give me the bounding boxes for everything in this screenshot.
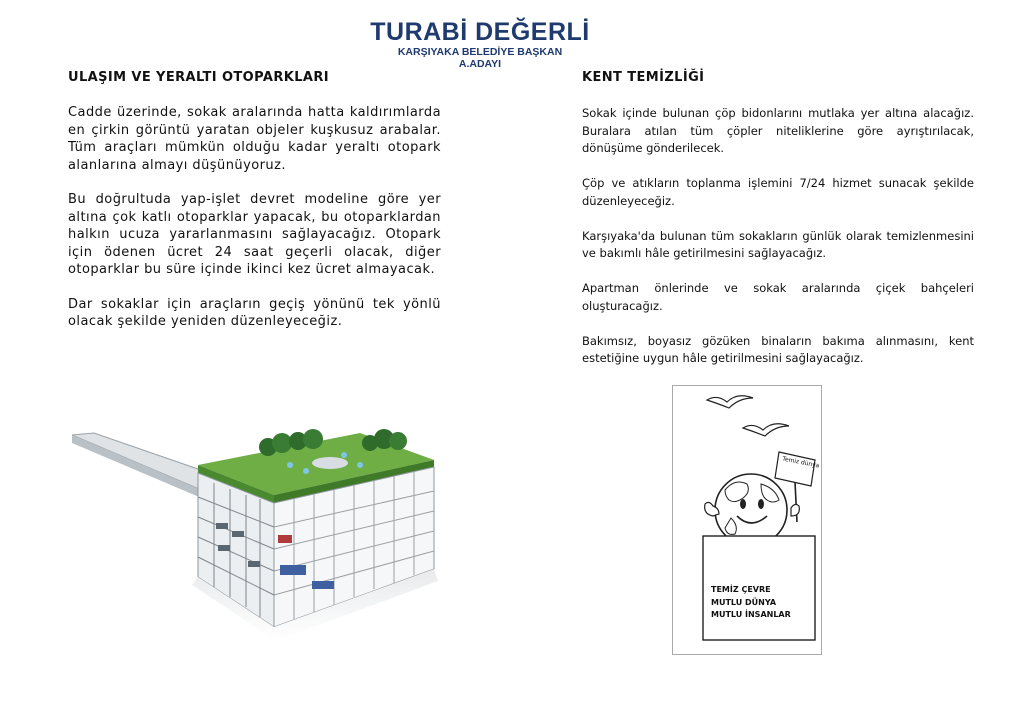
slogan-line: MUTLU İNSANLAR xyxy=(711,610,791,619)
right-paragraph: Bakımsız, boyasız gözüken binaların bakıma alınmasını, kent estetiğine uygun hâle getirilmesini sağlayacağız. xyxy=(582,333,974,365)
right-paragraph: Apartman önlerinde ve sokak aralarında çiçek bahçeleri oluşturacağız. xyxy=(582,281,974,313)
right-section-body xyxy=(582,105,974,385)
candidate-title: KARŞIYAKA BELEDİYE BAŞKAN xyxy=(397,46,563,58)
bird-icon xyxy=(707,396,753,408)
slogan-text xyxy=(711,584,791,622)
left-paragraph: Bu doğrultuda yap-işlet devret modeline göre yer altına çok katlı otoparklar yapacak, bu otoparklardan halkın ucuza yararlanmasını sağlayacağız. Otopark için ödenen ücret 24 saat geçerli olacak, diğer otoparklar bu süre içinde ikinci kez ücret almayacak. xyxy=(68,192,441,277)
slogan-line: TEMİZ ÇEVRE xyxy=(711,585,771,594)
left-paragraph: Cadde üzerinde, sokak aralarında hatta kaldırımlarda en çirkin görüntü yaratan objeler kuşkusuz arabalar. Tüm araçları mümkün olduğu kadar yeraltı otopark alanlarına almayı düşünüyoruz. xyxy=(68,105,441,173)
right-paragraph: Sokak içinde bulunan çöp bidonlarını mutlaka yer altına alacağız. Buralara atılan tüm çöpler niteliklerine göre ayrıştırılacak, dönüşüme gönderilecek. xyxy=(582,106,974,155)
bird-icon xyxy=(743,424,789,436)
right-paragraph: Çöp ve atıkların toplanma işlemini 7/24 hizmet sunacak şekilde düzenleyeceğiz. xyxy=(582,176,974,208)
underground-parking-illustration xyxy=(68,405,440,655)
left-paragraph: Dar sokaklar için araçların geçiş yönünü tek yönlü olacak şekilde yeniden düzenleyeceğiz. xyxy=(68,296,441,329)
candidate-title-suffix: A.ADAYI xyxy=(458,58,502,70)
left-section-title: ULAŞIM VE YERALTI OTOPARKLARI xyxy=(68,70,329,85)
right-paragraph: Karşıyaka'da bulunan tüm sokakların günlük olarak temizlenmesini ve bakımlı hâle getirilmesini sağlayacağız. xyxy=(582,228,974,260)
right-section-title: KENT TEMİZLİĞİ xyxy=(582,70,705,85)
candidate-header xyxy=(330,18,630,70)
smiling-globe-icon xyxy=(705,474,800,546)
clean-world-illustration xyxy=(672,385,822,655)
candidate-name: TURABİ DEĞERLİ xyxy=(370,18,590,46)
sign-label: Temiz dünya xyxy=(781,455,820,470)
left-section-body xyxy=(68,104,441,348)
slogan-line: MUTLU DÜNYA xyxy=(711,597,777,607)
